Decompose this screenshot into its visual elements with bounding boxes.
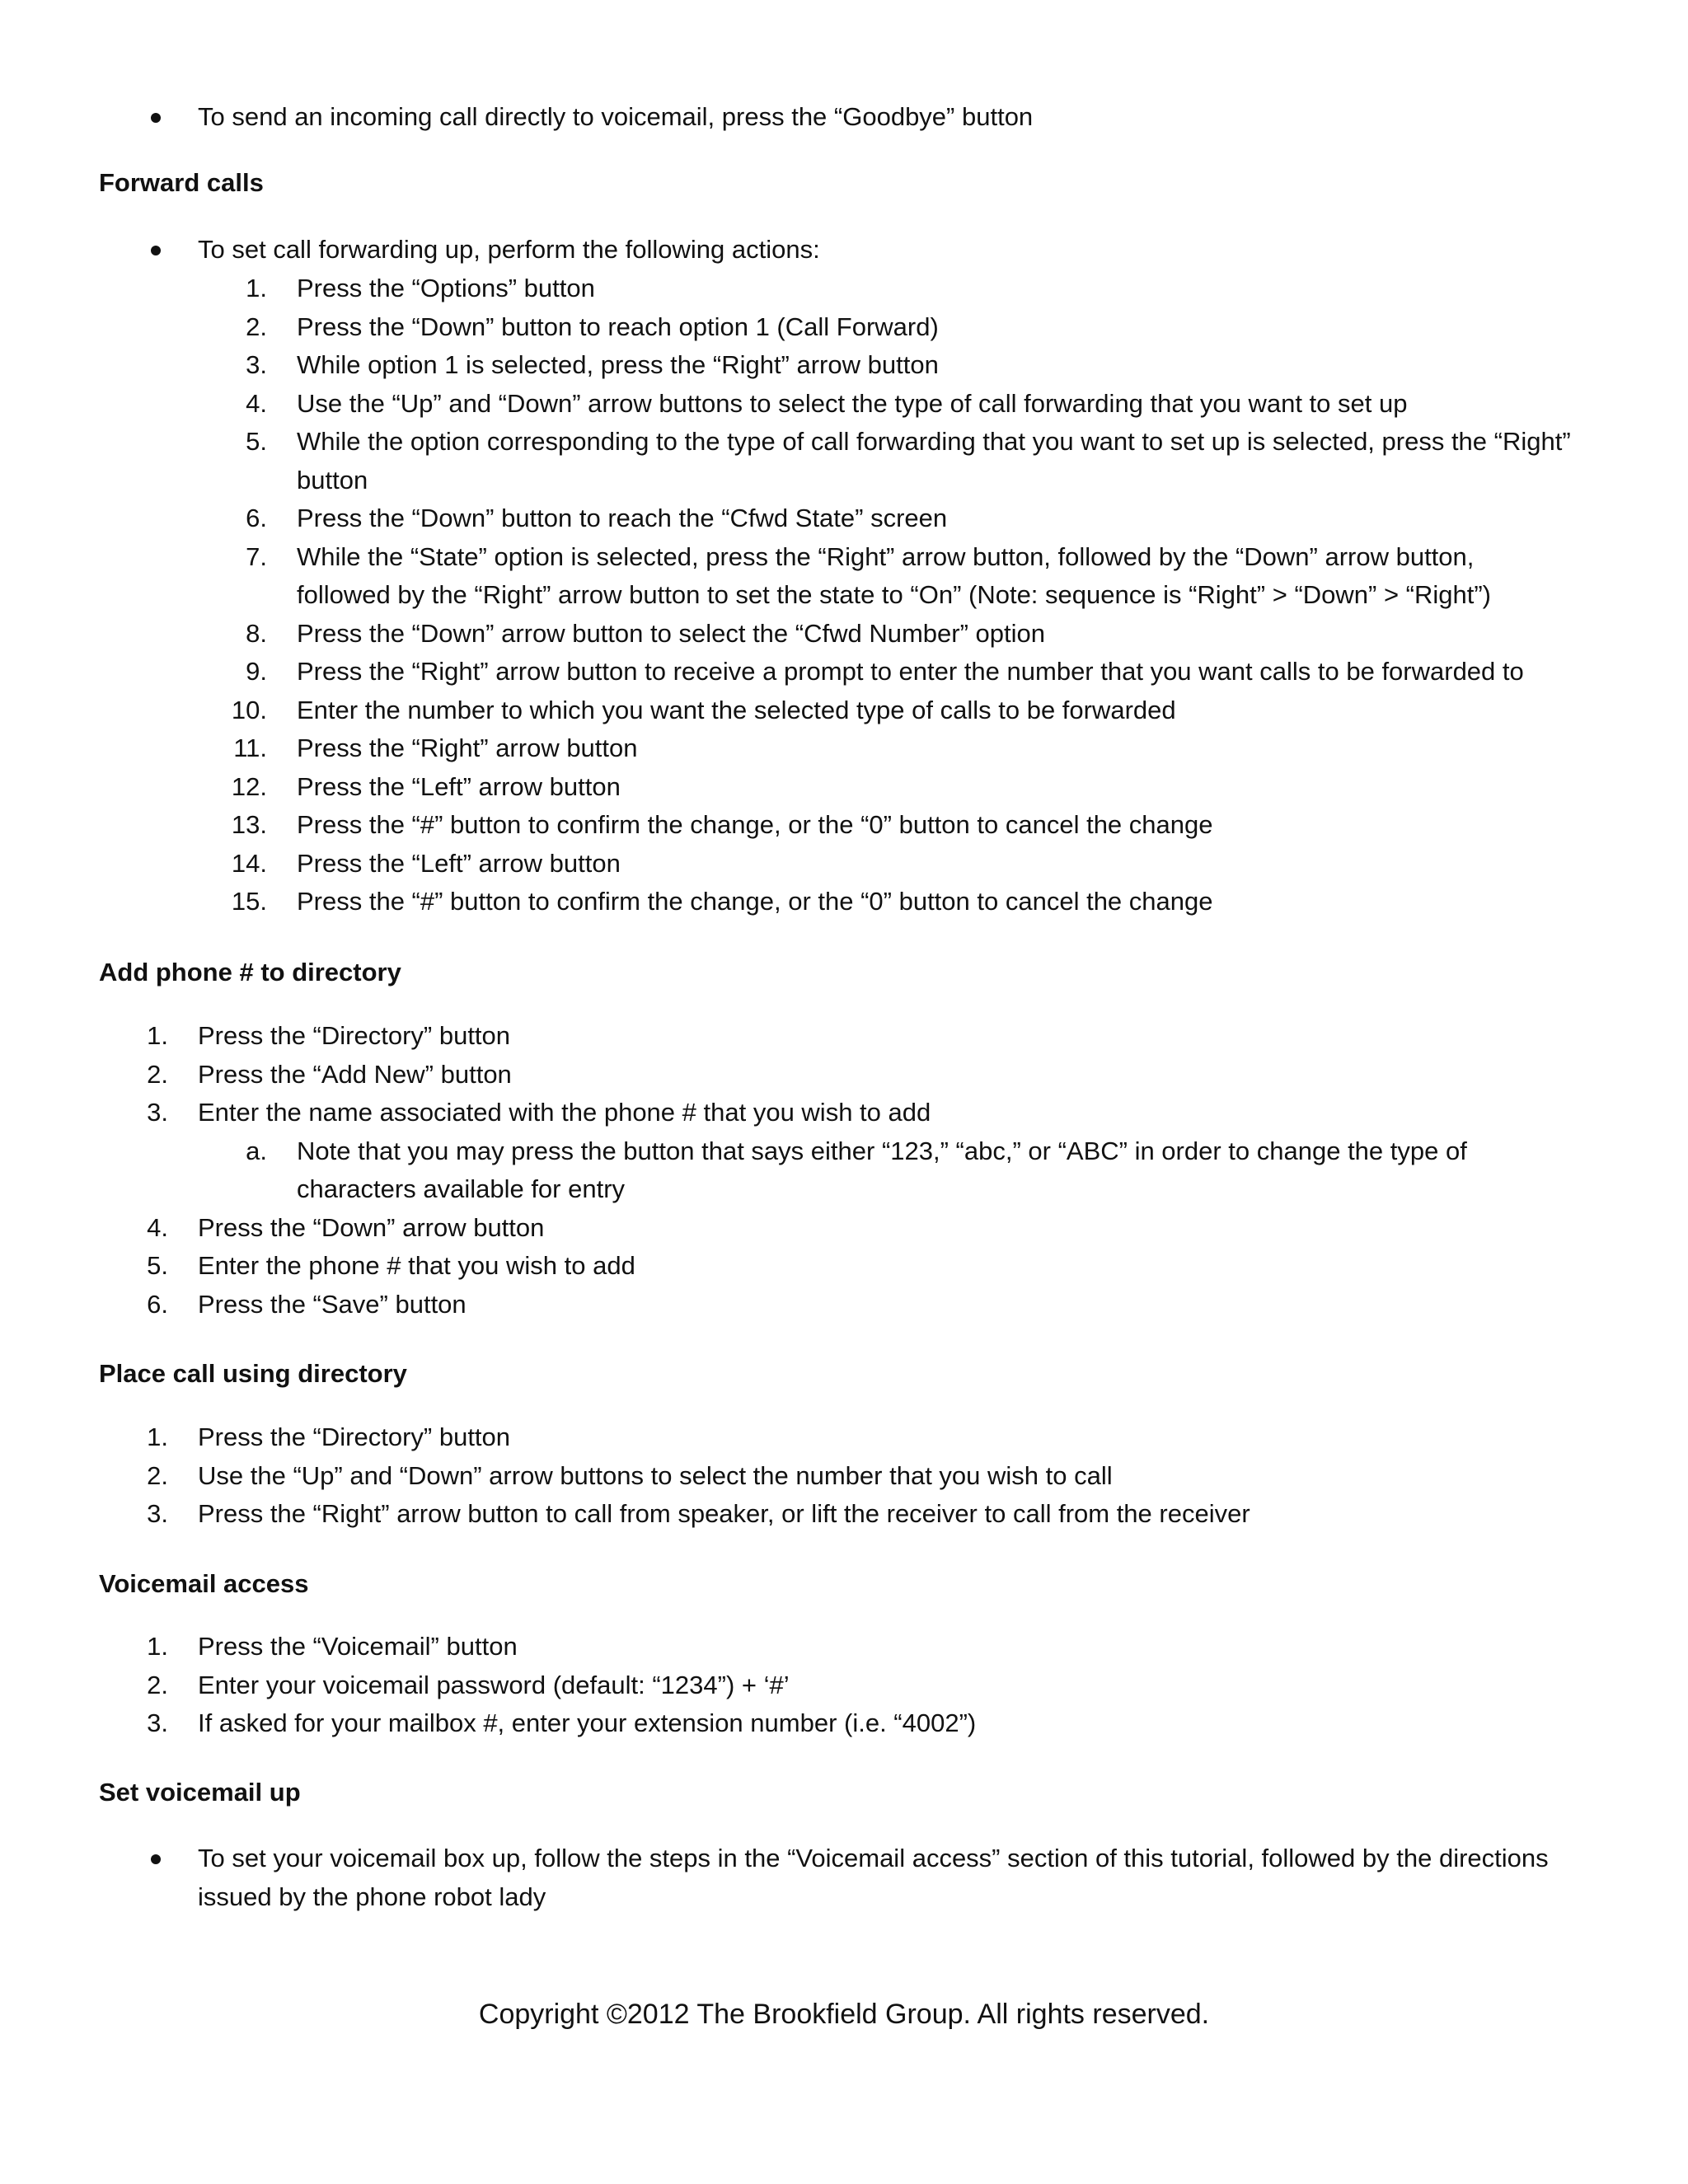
step-text: Press the “Down” arrow button to select the “Cfwd Number” option [297,618,1045,648]
step-text: Press the “Down” button to reach option 1 (Call Forward) [297,312,939,341]
step-number: 15. [231,887,267,916]
step-number: 2. [246,312,267,341]
step-number: 5. [246,427,267,456]
set-voicemail-bullet-line-2: issued by the phone robot lady [198,1882,546,1911]
section-heading-place-call: Place call using directory [99,1359,407,1388]
step-text: Press the “Save” button [198,1289,467,1319]
step-number: 1. [147,1422,168,1451]
step-number: 9. [246,657,267,686]
step-text: Enter the number to which you want the selected type of calls to be forwarded [297,695,1176,724]
step-number: 2. [147,1670,168,1699]
intro-bullet-text: To send an incoming call directly to voicemail, press the “Goodbye” button [198,102,1034,131]
step-text: Use the “Up” and “Down” arrow buttons to select the number that you wish to call [198,1460,1113,1490]
step-number: 4. [147,1212,168,1242]
bullet-icon [151,246,161,255]
step-text: button [297,465,368,494]
step-number: a. [246,1136,267,1165]
step-number: 1. [147,1632,168,1661]
step-number: 2. [147,1059,168,1089]
step-text: Press the “Right” arrow button to call from speaker, or lift the receiver to call from the receiver [198,1499,1250,1528]
section-heading-set-voicemail: Set voicemail up [99,1778,301,1807]
step-text: Enter the phone # that you wish to add [198,1251,635,1280]
step-text: Press the “Options” button [297,274,595,302]
set-voicemail-bullet-line-1: To set your voicemail box up, follow the steps in the “Voicemail access” section of this tutorial, followed by the directions [198,1844,1549,1872]
step-number: 1. [246,274,267,302]
step-number: 8. [246,618,267,648]
step-text: While the “State” option is selected, press the “Right” arrow button, followed by the “Down” arrow button, [297,541,1475,571]
step-number: 6. [246,504,267,532]
bullet-icon [151,113,161,123]
step-number: 3. [246,350,267,379]
step-text: Press the “Left” arrow button [297,771,621,801]
step-text: Press the “#” button to confirm the change, or the “0” button to cancel the change [297,810,1213,839]
section-heading-forward-calls: Forward calls [99,168,264,197]
section-heading-add-phone: Add phone # to directory [99,958,401,987]
step-number: 10. [231,695,267,724]
step-text: While option 1 is selected, press the “Right” arrow button [297,350,939,379]
step-text: followed by the “Right” arrow button to set the state to “On” (Note: sequence is “Right” > “Down” > “Right”) [297,580,1492,609]
step-text: Note that you may press the button that says either “123,” “abc,” or “ABC” in order to change the type of [297,1136,1467,1165]
bullet-icon [151,1854,161,1864]
step-number: 3. [147,1098,168,1127]
forward-calls-bullet-text: To set call forwarding up, perform the following actions: [198,235,820,264]
step-text: Press the “Add New” button [198,1059,512,1089]
step-number: 2. [147,1460,168,1490]
step-text: Press the “Down” arrow button [198,1212,545,1242]
step-text: Press the “Directory” button [198,1422,511,1451]
step-number: 11. [233,733,267,762]
step-text: Press the “Right” arrow button [297,733,638,762]
step-number: 4. [246,388,267,418]
step-text: Press the “Right” arrow button to receive a prompt to enter the number that you want calls to be forwarded to [297,657,1524,686]
step-text: If asked for your mailbox #, enter your extension number (i.e. “4002”) [198,1708,977,1737]
step-text: Use the “Up” and “Down” arrow buttons to select the type of call forwarding that you want to set up [297,388,1408,418]
section-heading-voicemail-access: Voicemail access [99,1569,309,1598]
step-number: 6. [147,1289,168,1319]
step-text: characters available for entry [297,1174,626,1203]
step-text: Press the “Down” button to reach the “Cfwd State” screen [297,504,948,532]
step-number: 13. [231,810,267,839]
step-text: Press the “Voicemail” button [198,1632,518,1661]
step-text: Press the “Left” arrow button [297,848,621,878]
step-text: Press the “Directory” button [198,1021,511,1050]
step-number: 3. [147,1708,168,1737]
step-number: 3. [147,1499,168,1528]
step-number: 14. [231,848,267,878]
step-text: Enter the name associated with the phone # that you wish to add [198,1098,931,1127]
step-number: 1. [147,1021,168,1050]
step-number: 7. [246,541,267,571]
step-number: 5. [147,1251,168,1280]
step-text: Enter your voicemail password (default: “1234”) + ‘#’ [198,1670,790,1699]
copyright-footer: Copyright ©2012 The Brookfield Group. All rights reserved. [478,1999,1210,2030]
step-text: While the option corresponding to the type of call forwarding that you want to set up is selected, press the “Right” [297,427,1571,456]
step-text: Press the “#” button to confirm the change, or the “0” button to cancel the change [297,887,1213,916]
step-number: 12. [231,771,267,801]
